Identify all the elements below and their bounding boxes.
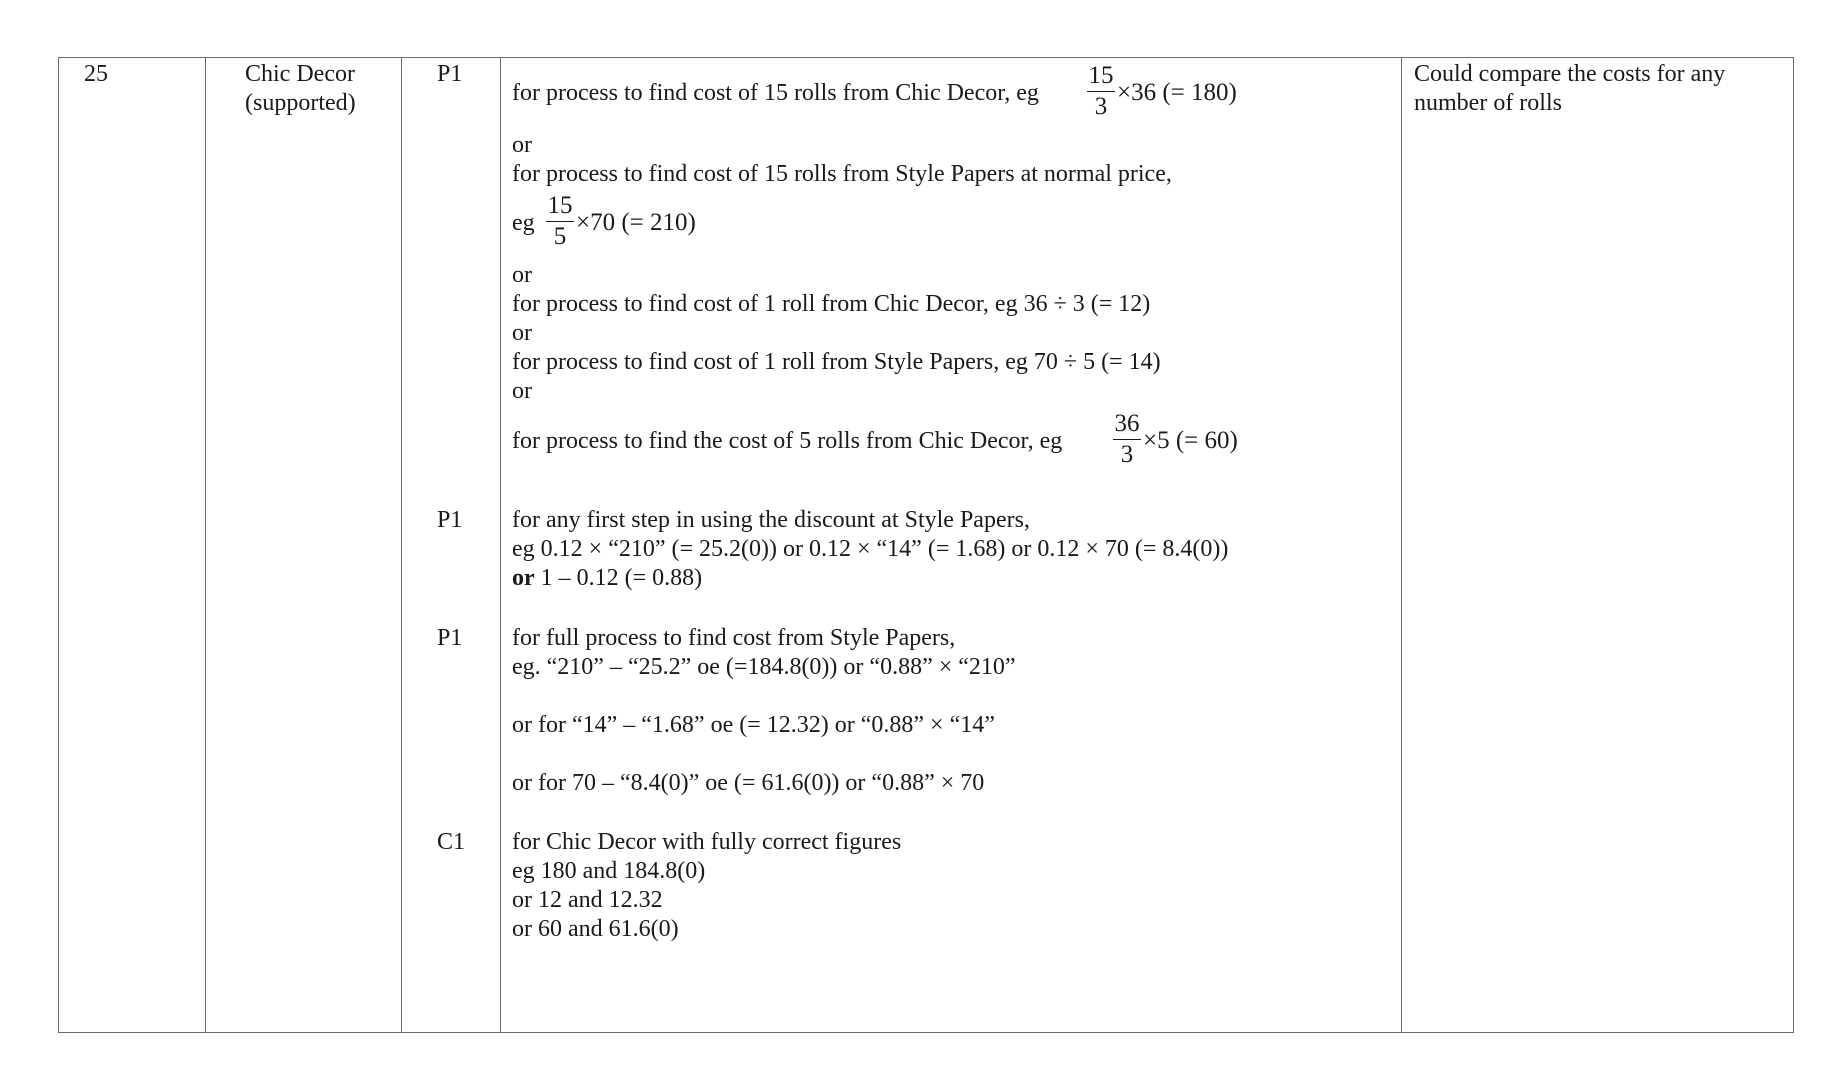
fraction-bar: [546, 221, 574, 222]
mark-code: P1: [437, 507, 463, 533]
criterion-line: for Chic Decor with fully correct figures: [512, 829, 902, 855]
guidance-text: Could compare the costs for any: [1414, 61, 1726, 87]
criterion-line: eg. “210” – “25.2” oe (=184.8(0)) or “0.88” × “210”: [512, 654, 1016, 680]
criterion-line: or for “14” – “1.68” oe (= 12.32) or “0.88” × “14”: [512, 712, 995, 738]
expression-tail: ×5 (= 60): [1143, 427, 1238, 454]
criterion-line: for process to find the cost of 5 rolls from Chic Decor, eg: [512, 428, 1063, 454]
criterion-line: for any first step in using the discount at Style Papers,: [512, 507, 1030, 533]
answer-qualifier: (supported): [245, 90, 356, 116]
expression-tail: ×70 (= 210): [576, 209, 696, 236]
or-connector: or: [512, 262, 532, 288]
or-connector: or: [512, 378, 532, 404]
criterion-line: for full process to find cost from Style Papers,: [512, 625, 956, 651]
fraction-numerator: 15: [1088, 62, 1114, 89]
column-divider: [500, 58, 501, 1032]
fraction-numerator: 36: [1114, 410, 1140, 437]
criterion-line: for process to find cost of 1 roll from Style Papers, eg 70 ÷ 5 (= 14): [512, 349, 1161, 375]
mark-code: P1: [437, 61, 463, 87]
criterion-line: eg: [512, 210, 535, 236]
fraction-denominator: 3: [1094, 93, 1108, 120]
criterion-line: for process to find cost of 15 rolls from Style Papers at normal price,: [512, 161, 1172, 187]
or-connector: or: [512, 320, 532, 346]
question-number: 25: [84, 61, 108, 87]
fraction: [1084, 62, 1118, 120]
fraction: [543, 192, 577, 250]
fraction-bar: [1087, 91, 1115, 92]
or-connector: or: [512, 132, 532, 158]
fraction: [1110, 410, 1144, 468]
criterion-line: [512, 564, 702, 593]
column-divider: [401, 58, 402, 1032]
answer-text: Chic Decor: [245, 61, 355, 87]
column-divider: [1401, 58, 1402, 1032]
criterion-line: or 12 and 12.32: [512, 887, 663, 913]
criterion-line: eg 0.12 × “210” (= 25.2(0)) or 0.12 × “14” (= 1.68) or 0.12 × 70 (= 8.4(0)): [512, 536, 1229, 562]
or-connector-bold: or: [512, 565, 535, 591]
criterion-line: eg 180 and 184.8(0): [512, 858, 706, 884]
criterion-line-rest: 1 – 0.12 (= 0.88): [534, 565, 703, 591]
criterion-line: for process to find cost of 1 roll from Chic Decor, eg 36 ÷ 3 (= 12): [512, 291, 1151, 317]
expression-tail: ×36 (= 180): [1117, 79, 1237, 106]
column-divider: [205, 58, 206, 1032]
guidance-text: number of rolls: [1414, 90, 1562, 116]
fraction-denominator: 3: [1120, 441, 1134, 468]
mark-code: C1: [437, 829, 466, 855]
criterion-line: or for 70 – “8.4(0)” oe (= 61.6(0)) or “0.88” × 70: [512, 770, 985, 796]
fraction-denominator: 5: [553, 223, 567, 250]
fraction-bar: [1113, 439, 1141, 440]
criterion-line: for process to find cost of 15 rolls from Chic Decor, eg: [512, 80, 1039, 106]
criterion-line: or 60 and 61.6(0): [512, 916, 679, 942]
mark-code: P1: [437, 625, 463, 651]
fraction-numerator: 15: [547, 192, 573, 219]
